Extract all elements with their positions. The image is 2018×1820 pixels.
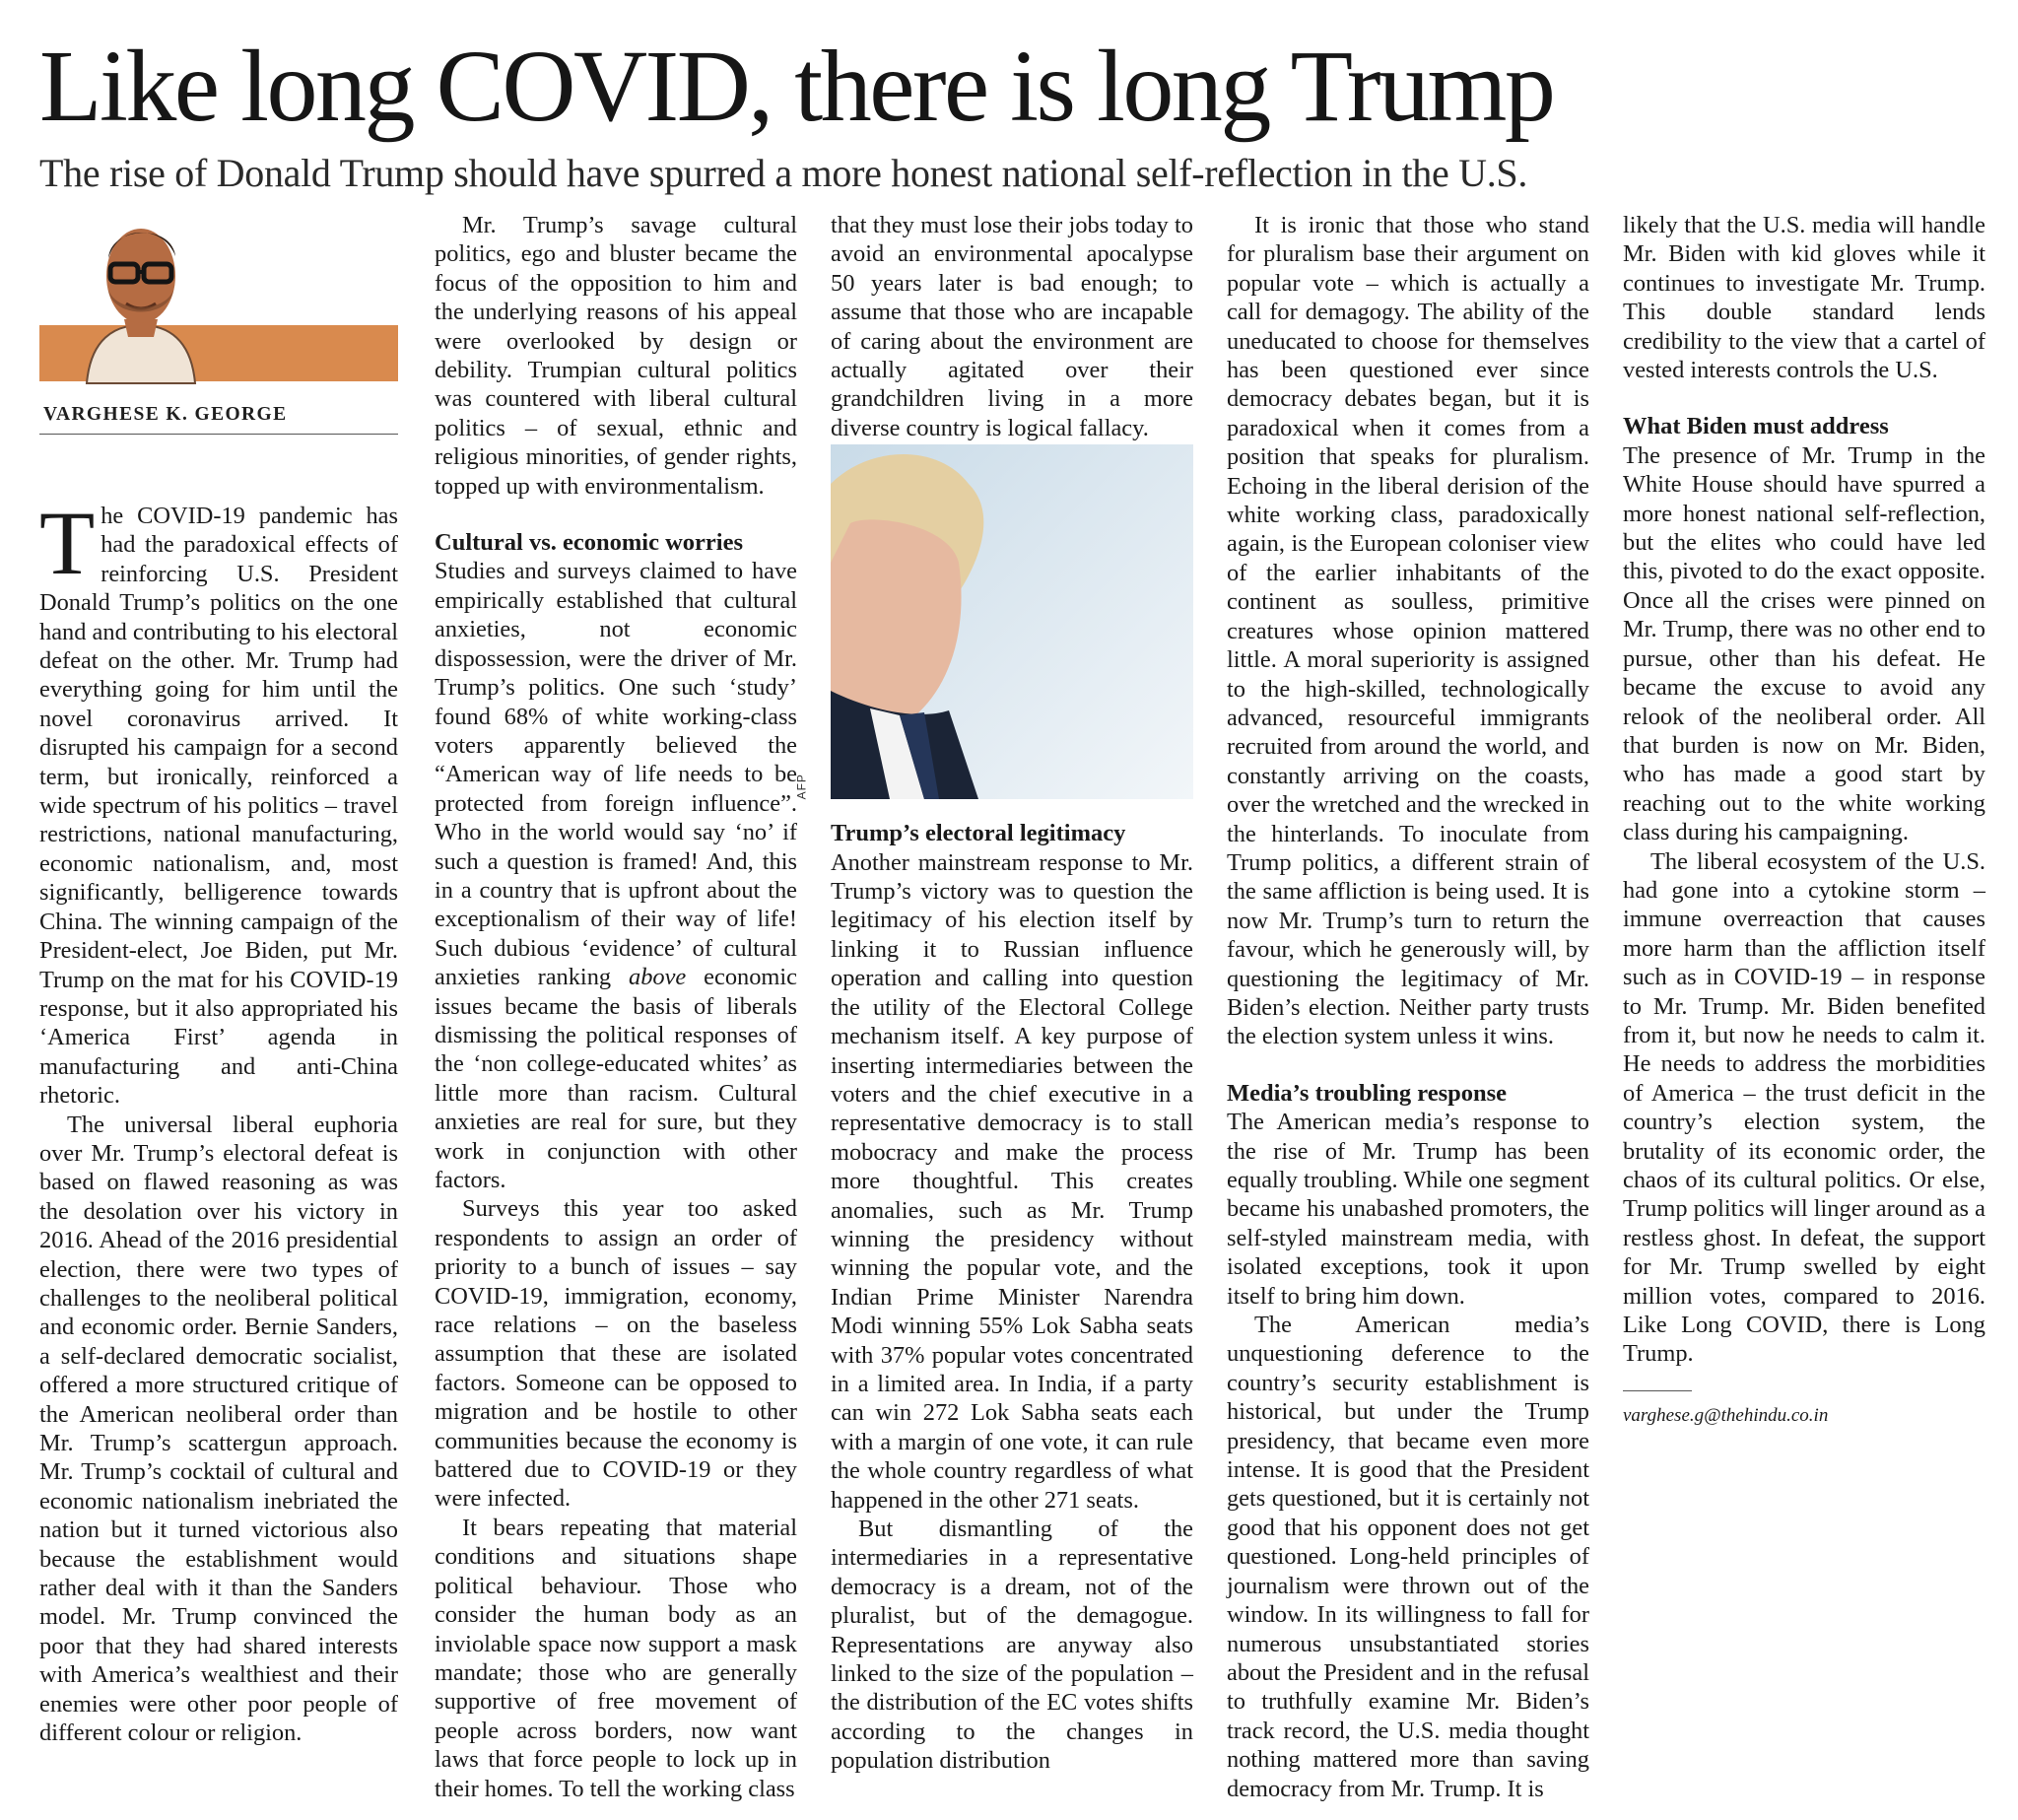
paragraph: The American media’s response to the rise of Mr. Trump has been equally troubling. While one segment became his unabashed promoters, the self-styled mainstream media, with isolated exceptions, took it upon itself to bring him down. <box>1227 1109 1589 1310</box>
end-divider <box>1623 1390 1692 1391</box>
paragraph: The COVID-19 pandemic has had the paradoxical effects of reinforcing U.S. President Donald Trump’s politics on the one hand and contributing to his electoral defeat on the other. Mr. Trump had everything going for him until the novel coronavirus arrived. It disrupted his campaign for a second term, but ironically, reinforced a wide spectrum of his politics – travel restrictions, national manufacturing, economic nationalism, and, most significantly, belligerence towards China. The winning campaign of the President-elect, Joe Biden, put Mr. Trump on the mat for his COVID-19 response, but it also appropriated his ‘America First’ agenda in manufacturing and anti-China rhetoric. <box>39 493 398 1110</box>
paragraph: The presence of Mr. Trump in the White House should have spurred a more honest national self-reflection, but the elites who could have led this, pivoted to do the exact opposite. Once all the crises were pinned on Mr. Trump, there was no other end to pursue, other than his defeat. He became the excuse to avoid any relook of the neoliberal order. All that burden is now on Mr. Biden, who has made a good start by reaching out to the white working class during his campaigning. <box>1623 441 1985 846</box>
paragraph: that they must lose their jobs today to avoid an environmental apocalypse 50 years later is bad enough; to assume that those who are incapable of caring about the environment are actually agitated over their grandchildren living in a more diverse country is logical fallacy. <box>831 212 1193 441</box>
paragraph: likely that the U.S. media will handle Mr. Biden with kid gloves while it continues to investigate Mr. Trump. This double standard lends credibility to the view that a cartel of vested interests controls the U.S. <box>1623 212 1985 384</box>
column-3 <box>794 211 1193 1807</box>
paragraph: Another mainstream response to Mr. Trump’s victory was to question the legitimacy of his election itself by linking it to Russian influence operation and calling into question the utility of the Electoral College mechanism itself. A key purpose of inserting intermediaries between the voters and the chief executive in a representative democracy is to stall mobocracy and make the process more thoughtful. This creates anomalies, such as Mr. Trump winning the presidency without winning the popular vote, and the Indian Prime Minister Narendra Modi winning 55% Lok Sabha seats with 37% popular votes concentrated in a limited area. In India, if a party can win 272 Lok Sabha seats each with a margin of one vote, it can rule the whole country regardless of what happened in the other 271 seats. <box>831 848 1193 1514</box>
photo-block <box>794 442 1193 801</box>
column-1 <box>39 211 398 1807</box>
paragraph: It bears repeating that material conditions and situations shape political behaviour. Those who consider the human body as an inviolable space now support a mask mandate; those who are generally supportive of free movement of people across borders, now want laws that force people to lock up in their homes. To tell the working class <box>435 1514 797 1802</box>
paragraph: But dismantling of the intermediaries in a representative democracy is a dream, not of the pluralist, but of the demagogue. Representations are anyway also linked to the size of the population – the distribution of the EC votes shifts according to the changes in population distribution <box>831 1516 1193 1775</box>
paragraph: The liberal ecosystem of the U.S. had gone into a cytokine storm – immune overreaction that causes more harm than the affliction itself such as in COVID-19 – in response to Mr. Trump. Mr. Biden benefited from it, but now he needs to calm it. He needs to address the morbidities of America – the trust deficit in the country’s election system, the brutality of its economic order, the chaos of its cultural politics. Or else, Trump politics will linger around as a restless ghost. In defeat, the support for Mr. Trump swelled by eight million votes, compared to 2016. Like Long COVID, there is Long Trump. <box>1623 847 1985 1368</box>
paragraph: Surveys this year too asked respondents to assign an order of priority to a bunch of issues – say COVID-19, immigration, economy, race relations – on the baseless assumption that these are isolated factors. Someone can be opposed to migration and be hostile to other communities because the economy is battered due to COVID-19 or they were infected. <box>435 1195 797 1513</box>
deck-subtitle: The rise of Donald Trump should have spurred a more honest national self-reflection in the U.S. <box>39 151 1528 195</box>
column-5 <box>1623 211 1985 1807</box>
drop-cap: T <box>39 493 96 593</box>
paragraph: The universal liberal euphoria over Mr. Trump’s electoral defeat is based on flawed reasoning as was the desolation over his victory in 2016. Ahead of the 2016 presidential election, there were two types of challenges to the neoliberal political and economic order. Bernie Sanders, a self-declared democratic socialist, offered a more structured critique of the American neoliberal order than Mr. Trump’s scattergun approach. Mr. Trump’s cocktail of cultural and economic nationalism inebriated the nation but it turned victorious also because the establishment would rather deal with it than the Sanders model. Mr. Trump convinced the poor that they had shared interests with America’s wealthiest and their enemies were other poor people of different colour or religion. <box>39 1111 398 1747</box>
subhead-media: Media’s troubling response <box>1227 1079 1508 1107</box>
subhead-electoral: Trump’s electoral legitimacy <box>831 820 1126 847</box>
headline: Like long COVID, there is long Trump <box>39 30 1554 143</box>
subhead-biden: What Biden must address <box>1623 413 1889 440</box>
author-portrait <box>67 211 215 383</box>
byline: VARGHESE K. GEORGE <box>43 404 288 425</box>
column-2 <box>435 211 797 1807</box>
byline-divider <box>39 434 398 435</box>
photo-credit: AFP <box>794 773 809 800</box>
author-email[interactable]: varghese.g@thehindu.co.in <box>1623 1404 1829 1426</box>
author-box <box>39 211 398 435</box>
paragraph: The American media’s unquestioning deference to the country’s security establishment is historical, but under the Trump presidency, that became even more intense. It is good that the President gets questioned, but it is certainly not good that his opponent does not get questioned. Long-held principles of journalism were thrown out of the window. In its willingness to fall for numerous unsubstantiated stories about the President and in the refusal to truthfully examine Mr. Biden’s track record, the U.S. media thought nothing mattered more than saving democracy from Mr. Trump. It is <box>1227 1312 1589 1802</box>
subhead-cultural: Cultural vs. economic worries <box>435 529 743 557</box>
column-4 <box>1227 211 1589 1807</box>
trump-photo <box>831 444 1193 799</box>
paragraph: Studies and surveys claimed to have empirically established that cultural anxieties, not economic dispossession, were the driver of Mr. Trump’s politics. One such ‘study’ found 68% of white working-class voters apparently believed the “American way of life needs to be protected from foreign influence”. Who in the world would say ‘no’ if such a question is framed! And, this in a country that is upfront about the exceptionalism of their way of life! Such dubious ‘evidence’ of cultural anxieties ranking above economic issues became the basis of liberals dismissing the political responses of the ‘non college-educated whites’ as little more than racism. Cultural anxieties are real for sure, but they work in conjunction with other factors. <box>435 558 797 1193</box>
paragraph: It is ironic that those who stand for pluralism base their argument on popular vote – which is actually a call for demagogy. The ability of the uneducated to choose for themselves has been questioned ever since democracy debates began, but it is paradoxical when it comes from a position that speaks for pluralism. Echoing in the liberal derision of the white working class, paradoxically again, is the European coloniser view of the earlier inhabitants of the continent as soulless, primitive creatures whose opinion mattered little. A moral superiority is assigned to the high-skilled, technologically advanced, resourceful immigrants recruited from around the world, and constantly arriving on the coasts, over the wretched and the wrecked in the hinterlands. To inoculate from Trump politics, a different strain of the same affliction is being used. It is now Mr. Trump’s turn to return the favour, which he generously will, by questioning the legitimacy of Mr. Biden’s election. Neither party trusts the election system unless it wins. <box>1227 212 1589 1050</box>
paragraph: Mr. Trump’s savage cultural politics, ego and bluster became the focus of the opposition to him and the underlying reasons of his appeal were overlooked by design or debility. Trumpian cultural politics was countered with liberal cultural politics – of sexual, ethnic and religious minorities, of gender rights, topped up with environmentalism. <box>435 212 797 500</box>
